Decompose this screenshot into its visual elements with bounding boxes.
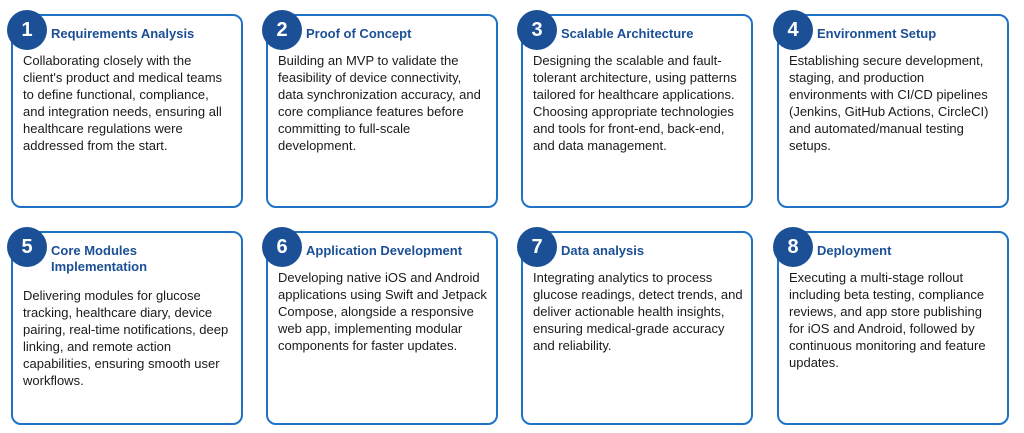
step-card-requirements-analysis: [11, 14, 243, 208]
step-title: Scalable Architecture: [561, 26, 694, 41]
step-description: Establishing secure development, staging, and production environments with CI/CD pipelines (Jenkins, GitHub Actions, CircleCI) and automated/manual testing setups.: [789, 53, 989, 153]
step-title: Application Development: [306, 243, 463, 258]
step-number-badge: 5: [7, 227, 47, 267]
step-title: Environment Setup: [817, 26, 937, 41]
step-number-badge: 1: [7, 10, 47, 50]
step-number-badge: 6: [262, 227, 302, 267]
step-title: Data analysis: [561, 243, 645, 258]
step-description: Delivering modules for glucose tracking, healthcare diary, device pairing, real-time notifications, deep linking, and remote action capabilities, ensuring smooth user workflows.: [23, 288, 229, 388]
step-description: Designing the scalable and fault-tolerant architecture, using patterns tailored for healthcare applications. Choosing appropriate technologies and tools for front-end, back-end, and data management.: [533, 53, 737, 153]
step-card-core-modules-implementation: [11, 231, 243, 425]
step-number-badge: 7: [517, 227, 557, 267]
step-number-badge: 2: [262, 10, 302, 50]
step-description: Integrating analytics to process glucose readings, detect trends, and deliver actionable health insights, ensuring medical-grade accuracy and reliability.: [533, 270, 743, 353]
step-card-data-analysis: [521, 231, 753, 425]
step-card-scalable-architecture: [521, 14, 753, 208]
step-title: Core Modules Implementation: [51, 243, 148, 274]
step-description: Executing a multi-stage rollout including beta testing, compliance reviews, and app store publishing for iOS and Android, followed by continuous monitoring and feature updates.: [789, 270, 986, 370]
step-title: Proof of Concept: [306, 26, 412, 41]
step-description: Collaborating closely with the client's product and medical teams to define functional, compliance, and integration needs, ensuring all healthcare regulations were addressed from the start.: [23, 53, 223, 153]
step-card-deployment: [777, 231, 1009, 425]
step-card-proof-of-concept: [266, 14, 498, 208]
step-number-badge: 8: [773, 227, 813, 267]
step-number-badge: 4: [773, 10, 813, 50]
step-card-application-development: [266, 231, 498, 425]
step-title: Deployment: [817, 243, 892, 258]
step-title: Requirements Analysis: [51, 26, 195, 41]
step-card-environment-setup: [777, 14, 1009, 208]
step-number-badge: 3: [517, 10, 557, 50]
step-description: Developing native iOS and Android applications using Swift and Jetpack Compose, alongside a responsive web app, implementing modular components for faster updates.: [278, 270, 487, 353]
step-description: Building an MVP to validate the feasibility of device connectivity, data synchronization accuracy, and core compliance features before committing to full-scale development.: [278, 53, 481, 153]
